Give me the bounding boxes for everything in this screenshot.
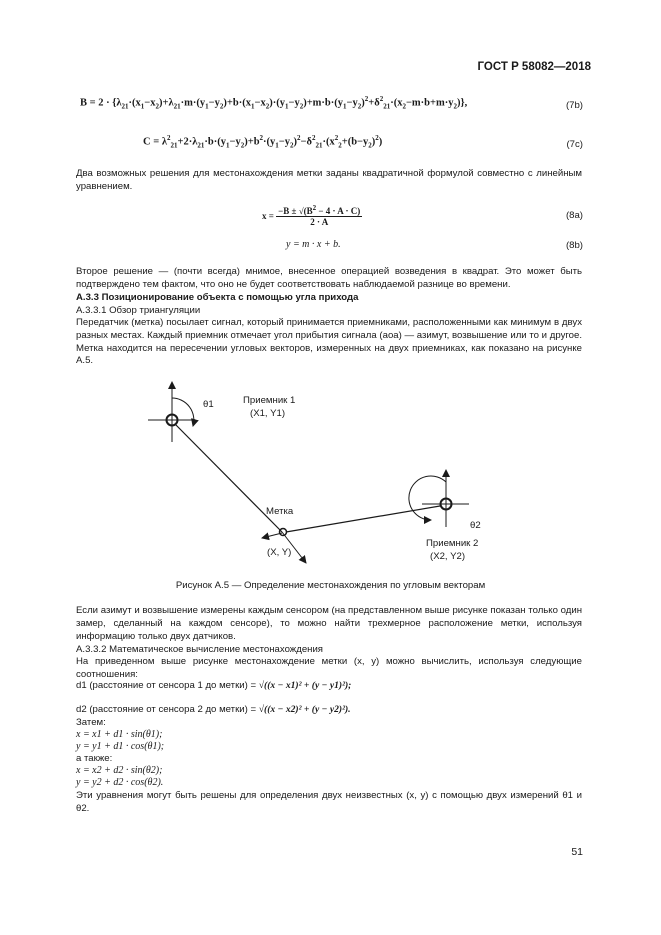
vector-receiver2-tag-extension [262, 533, 282, 538]
theta2-label: θ2 [470, 520, 481, 531]
d1-relation [76, 680, 351, 692]
equation-number-7c: (7c) [566, 139, 583, 150]
figure-angle-vectors [0, 370, 661, 600]
tag-label: Метка [266, 506, 294, 517]
also-label: а также: [76, 753, 113, 764]
page-number: 51 [571, 846, 583, 858]
theta2-arc [409, 476, 446, 520]
equation-number-8b: (8b) [565, 240, 583, 251]
tag-coords: (X, Y) [267, 547, 292, 558]
receiver2-label: Приемник 2 [426, 538, 479, 549]
d2-formula: √((x − x2)² + (y − y2)²). [258, 704, 351, 715]
d1-formula: √((x − x1)² + (y − y1)²); [258, 680, 352, 691]
equation-y2: y = y2 + d2 · cos(θ2). [76, 777, 164, 788]
section-heading-a3332: А.3.3.2 Математическое вычисление местонахождения [76, 644, 324, 655]
theta1-label: θ1 [203, 399, 214, 410]
equation-7c: $C = \lambda^2_{21}+2\cdot\lambda_{21}\cdot b\cdot(y_1-y_2)+b^2\cdot(y_1-y_2)^2-\delta^2_{21}\cdot(x^2_2+(b-y_2)^2)$ [143, 134, 383, 150]
d2-label: d2 (расстояние от сенсора 2 до метки) = [76, 704, 257, 715]
d2-relation [76, 704, 351, 716]
equation-7b: $B = 2 \cdot \{\lambda_{21}\cdot(x_1-x_2)+\lambda_{21}\cdot m\cdot(y_1-y_2)+b\cdot(x_1-x_2)\cdot(y_1-y_2)+m\cdot b\cdot(y_1-y_2)^2+\delta^2_{21}\cdot(x_2-m\cdot b+m\cdot y_2)\}$, [80, 95, 468, 111]
section-heading-a3331: А.3.3.1 Обзор триангуляции [76, 305, 201, 316]
paragraph-solve: Эти уравнения могут быть решены для определения двух неизвестных (x, y) с помощью двух измерений θ1 и θ2. [76, 790, 582, 814]
theta1-arc [172, 398, 194, 426]
paragraph-relations: На приведенном выше рисунке местонахождение метки (x, y) можно вычислить, используя следующие соотношения: [76, 656, 582, 680]
equation-y1: y = y1 + d1 · cos(θ1); [76, 741, 165, 752]
equation-number-8a: (8a) [565, 210, 583, 221]
section-heading-a333: А.3.3 Позиционирование объекта с помощью угла прихода [76, 292, 359, 303]
receiver1-coords: (X1, Y1) [250, 408, 286, 419]
equation-x1: x = x1 + d1 · sin(θ1); [76, 729, 163, 740]
paragraph-two-solutions: Два возможных решения для местонахождения метки заданы квадратичной формулой совместно с линейным уравнением. [76, 168, 582, 192]
equation-8b: y = m · x + b. [286, 239, 341, 250]
receiver1-label: Приемник 1 [243, 395, 296, 406]
equation-x2: x = x2 + d2 · sin(θ2); [76, 765, 163, 776]
vector-receiver2-tag [286, 506, 440, 532]
paragraph-second-solution: Второе решение — (почти всегда) мнимое, внесенное операцией возведения в квадрат. Это может быть подтверждено тем фактом, что оно не будет соответствовать наблюдаемой разнице во времени. [76, 266, 582, 290]
tag-marker [280, 529, 287, 536]
paragraph-azimuth: Если азимут и возвышение измерены каждым сенсором (на представленном выше рисунке показан только один замер, сделанный на каждом сенсоре), то можно найти трехмерное расположение метки, используя информацию только двух датчиков. [76, 605, 582, 642]
paragraph-transmitter: Передатчик (метка) посылает сигнал, который принимается приемниками, расположенными как минимум в двух разных местах. Каждый приемник отмечает угол прибытия сигнала (aoa) — азимут, возвышение или то и другое. Метка находится на пересечении угловых векторов, измеренных на двух приемниках, как показано на рисунке А.5. [76, 317, 582, 367]
document-header: ГОСТ Р 58082—2018 [477, 61, 591, 73]
equation-8a: x = $\frac{-B \pm √(B^2 - 4 \cdot A \cdot C)}{2 \cdot A}$ [262, 204, 361, 227]
then-label: Затем: [76, 717, 106, 728]
receiver2-coords: (X2, Y2) [430, 551, 466, 562]
equation-number-7b: (7b) [565, 100, 583, 111]
figure-caption: Рисунок А.5 — Определение местонахождения по угловым векторам [175, 580, 486, 591]
d1-label: d1 (расстояние от сенсора 1 до метки) = [76, 680, 257, 691]
